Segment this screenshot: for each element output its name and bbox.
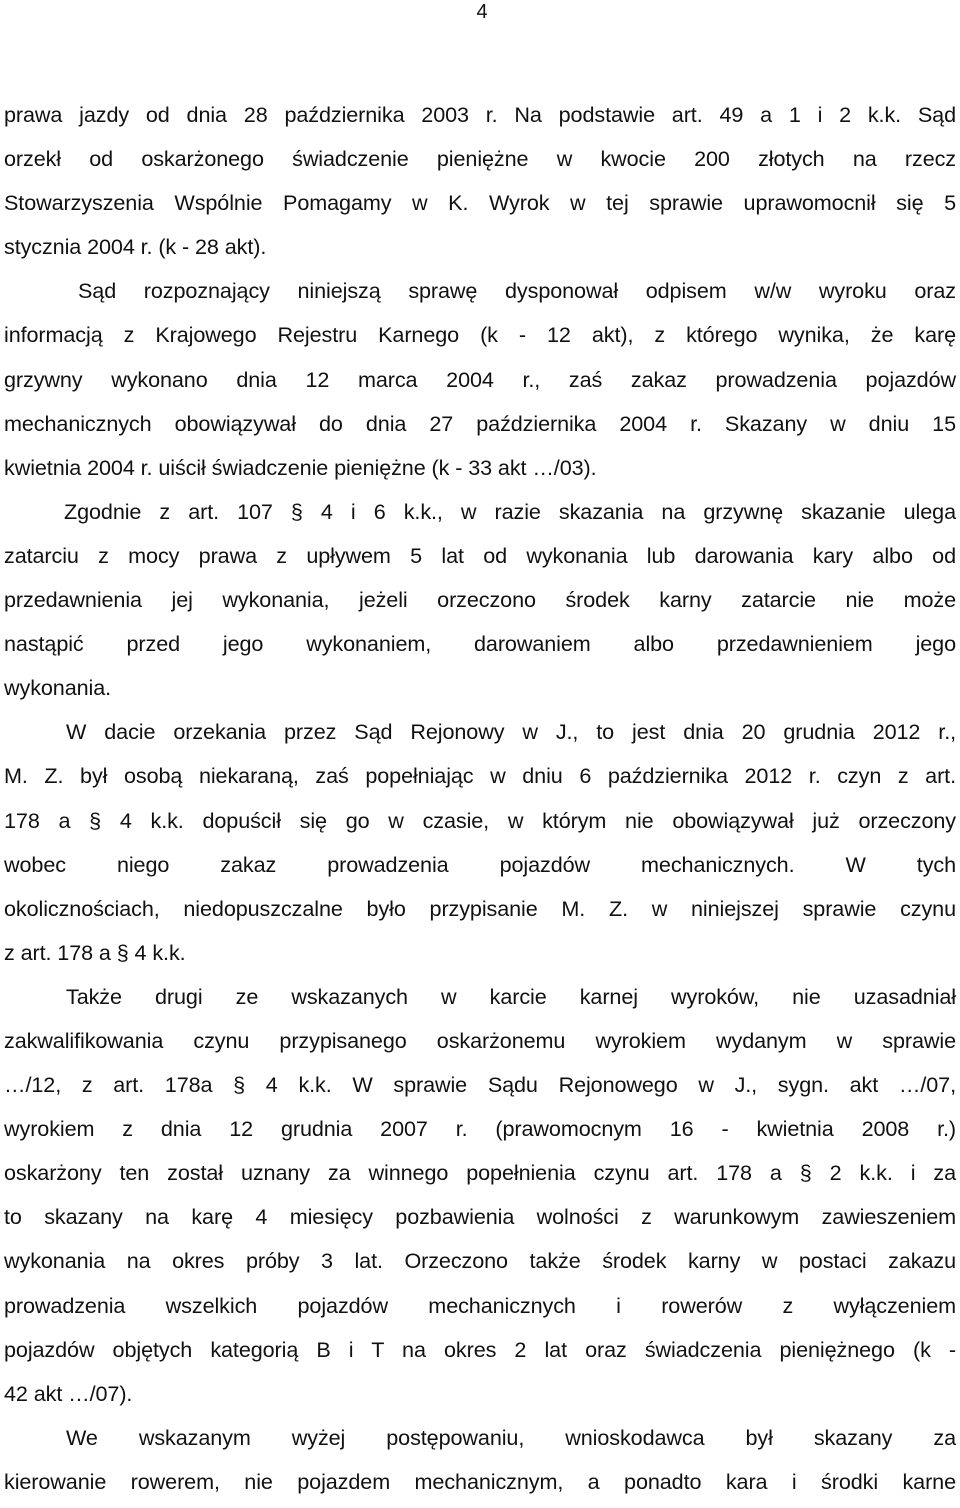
- text-line: We wskazanym wyżej postępowaniu, wnioskodawca był skazany za: [66, 1424, 956, 1450]
- text-line: oskarżony ten został uznany za winnego popełnienia czynu art. 178 a § 2 k.k. i za: [4, 1160, 956, 1186]
- text-line: okolicznościach, niedopuszczalne było przypisanie M. Z. w niniejszej sprawie czynu: [4, 895, 956, 921]
- text-line: wykonania.: [4, 675, 112, 701]
- text-line: mechanicznych obowiązywał do dnia 27 października 2004 r. Skazany w dniu 15: [4, 410, 956, 436]
- text-line: kierowanie rowerem, nie pojazdem mechanicznym, a ponadto kara i środki karne: [4, 1468, 956, 1494]
- text-line: stycznia 2004 r. (k - 28 akt).: [4, 234, 267, 260]
- text-line: z art. 178 a § 4 k.k.: [4, 939, 186, 965]
- text-line: wyrokiem z dnia 12 grudnia 2007 r. (prawomocnym 16 - kwietnia 2008 r.): [4, 1116, 956, 1142]
- text-line: Sąd rozpoznający niniejszą sprawę dysponował odpisem w/w wyroku oraz: [78, 278, 956, 304]
- document-body: [4, 93, 956, 1504]
- text-line: kwietnia 2004 r. uiścił świadczenie pieniężne (k - 33 akt …/03).: [4, 454, 597, 480]
- text-line: grzywny wykonano dnia 12 marca 2004 r., zaś zakaz prowadzenia pojazdów: [4, 366, 956, 392]
- text-line: zatarciu z mocy prawa z upływem 5 lat od wykonania lub darowania kary albo od: [4, 542, 956, 568]
- text-line: przedawnienia jej wykonania, jeżeli orzeczono środek karny zatarcie nie może: [4, 587, 956, 613]
- text-line: Także drugi ze wskazanych w karcie karnej wyroków, nie uzasadniał: [66, 983, 956, 1009]
- text-line: informacją z Krajowego Rejestru Karnego (k - 12 akt), z którego wynika, że karę: [4, 322, 956, 348]
- text-line: prawa jazdy od dnia 28 października 2003 r. Na podstawie art. 49 a 1 i 2 k.k. Sąd: [4, 102, 956, 127]
- text-line: to skazany na karę 4 miesięcy pozbawienia wolności z warunkowym zawieszeniem: [4, 1204, 956, 1230]
- page-number: 4: [476, 1, 488, 23]
- text-line: nastąpić przed jego wykonaniem, darowaniem albo przedawnieniem jego: [4, 631, 956, 657]
- text-line: wykonania na okres próby 3 lat. Orzeczono także środek karny w postaci zakazu: [4, 1248, 956, 1274]
- text-line: prowadzenia wszelkich pojazdów mechanicznych i rowerów z wyłączeniem: [4, 1292, 956, 1318]
- text-line: pojazdów objętych kategorią B i T na okres 2 lat oraz świadczenia pieniężnego (k -: [4, 1336, 956, 1362]
- text-line: 178 a § 4 k.k. dopuścił się go w czasie, w którym nie obowiązywał już orzeczony: [4, 807, 956, 833]
- text-line: W dacie orzekania przez Sąd Rejonowy w J., to jest dnia 20 grudnia 2012 r.,: [66, 719, 956, 745]
- text-line: Stowarzyszenia Wspólnie Pomagamy w K. Wyrok w tej sprawie uprawomocnił się 5: [4, 190, 956, 216]
- text-line: Zgodnie z art. 107 § 4 i 6 k.k., w razie skazania na grzywnę skazanie ulega: [64, 498, 956, 524]
- text-line: wobec niego zakaz prowadzenia pojazdów mechanicznych. W tych: [4, 851, 956, 877]
- text-line: M. Z. był osobą niekaraną, zaś popełniając w dniu 6 października 2012 r. czyn z art.: [4, 763, 956, 789]
- text-line: orzekł od oskarżonego świadczenie pieniężne w kwocie 200 złotych na rzecz: [4, 146, 956, 172]
- text-line: zakwalifikowania czynu przypisanego oskarżonemu wyrokiem wydanym w sprawie: [4, 1027, 956, 1053]
- text-line: …/12, z art. 178a § 4 k.k. W sprawie Sądu Rejonowego w J., sygn. akt …/07,: [4, 1072, 956, 1098]
- text-line: 42 akt …/07).: [4, 1380, 133, 1406]
